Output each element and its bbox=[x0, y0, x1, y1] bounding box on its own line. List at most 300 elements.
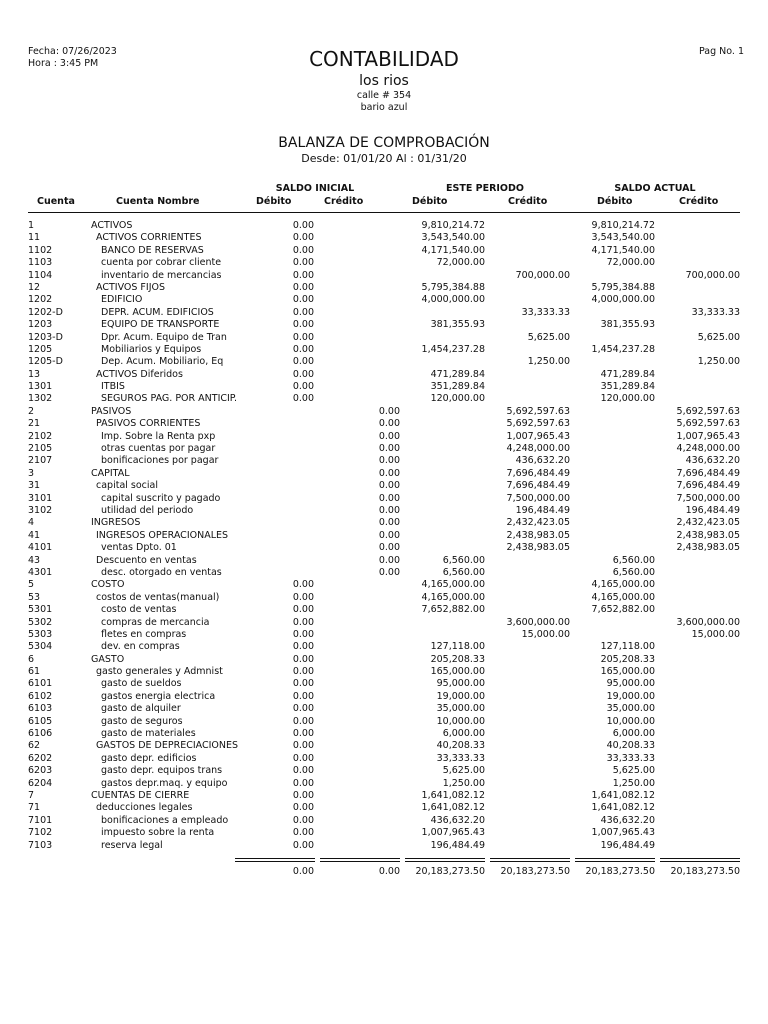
account-name: PASIVOS bbox=[91, 405, 132, 417]
table-row bbox=[0, 245, 768, 257]
saldo-inicial-credito: 0.00 bbox=[378, 529, 400, 541]
account-code: 5301 bbox=[28, 604, 53, 616]
account-code: 5302 bbox=[28, 616, 53, 628]
este-periodo-debito: 40,208.33 bbox=[436, 740, 485, 752]
saldo-actual-debito: 196,484.49 bbox=[600, 839, 655, 851]
total-ep-debito: 20,183,273.50 bbox=[415, 866, 485, 877]
account-code: 6105 bbox=[28, 715, 53, 727]
este-periodo-debito: 6,560.00 bbox=[442, 566, 485, 578]
account-code: 1202 bbox=[28, 294, 53, 306]
account-code: 5303 bbox=[28, 628, 53, 640]
este-periodo-debito: 7,652,882.00 bbox=[421, 604, 485, 616]
account-code: 3102 bbox=[28, 504, 53, 516]
saldo-inicial-debito: 0.00 bbox=[292, 752, 314, 764]
account-name: ventas Dpto. 01 bbox=[101, 542, 177, 554]
saldo-inicial-credito: 0.00 bbox=[378, 504, 400, 516]
company-address-line2: bario azul bbox=[360, 102, 408, 113]
saldo-actual-debito: 7,652,882.00 bbox=[591, 604, 655, 616]
saldo-inicial-credito: 0.00 bbox=[378, 517, 400, 529]
account-name: ACTIVOS bbox=[91, 220, 133, 231]
este-periodo-debito: 6,000.00 bbox=[442, 728, 485, 740]
saldo-inicial-credito: 0.00 bbox=[378, 430, 400, 442]
total-rule-si-d bbox=[235, 858, 315, 862]
saldo-actual-debito: 165,000.00 bbox=[600, 666, 655, 678]
saldo-inicial-credito: 0.00 bbox=[378, 418, 400, 430]
saldo-actual-credito: 15,000.00 bbox=[691, 628, 740, 640]
group-saldo-inicial: SALDO INICIAL bbox=[275, 183, 355, 194]
account-code: 6103 bbox=[28, 703, 53, 715]
saldo-actual-debito: 205,208.33 bbox=[600, 653, 655, 665]
account-name: ACTIVOS CORRIENTES bbox=[96, 232, 202, 244]
saldo-inicial-debito: 0.00 bbox=[292, 331, 314, 343]
este-periodo-debito: 381,355.93 bbox=[430, 319, 485, 331]
table-row bbox=[0, 617, 768, 629]
account-name: COSTO bbox=[91, 579, 125, 591]
saldo-inicial-debito: 0.00 bbox=[292, 244, 314, 256]
saldo-inicial-debito: 0.00 bbox=[292, 653, 314, 665]
account-code: 2107 bbox=[28, 455, 53, 467]
table-row bbox=[0, 666, 768, 678]
table-row bbox=[0, 840, 768, 852]
saldo-actual-credito: 2,438,983.05 bbox=[676, 529, 740, 541]
saldo-actual-debito: 19,000.00 bbox=[606, 690, 655, 702]
account-name: DEPR. ACUM. EDIFICIOS bbox=[101, 306, 214, 318]
account-name: gastos depr.maq. y equipo bbox=[101, 777, 228, 789]
saldo-actual-credito: 7,696,484.49 bbox=[676, 467, 740, 479]
header-sa-credito: Crédito bbox=[679, 196, 719, 207]
table-row bbox=[0, 542, 768, 554]
account-name: gasto de seguros bbox=[101, 715, 183, 727]
account-name: desc. otorgado en ventas bbox=[101, 566, 222, 578]
este-periodo-debito: 165,000.00 bbox=[430, 666, 485, 678]
table-row bbox=[0, 716, 768, 728]
table-row bbox=[0, 418, 768, 430]
saldo-actual-debito: 35,000.00 bbox=[606, 703, 655, 715]
account-code: 5 bbox=[28, 579, 35, 591]
account-name: gastos energia electrica bbox=[101, 690, 216, 702]
group-saldo-actual: SALDO ACTUAL bbox=[614, 183, 696, 194]
saldo-inicial-debito: 0.00 bbox=[292, 678, 314, 690]
saldo-actual-credito: 5,692,597.63 bbox=[676, 418, 740, 430]
header-si-credito: Crédito bbox=[324, 196, 364, 207]
saldo-actual-debito: 6,560.00 bbox=[612, 566, 655, 578]
print-date: Fecha: 07/26/2023 bbox=[28, 46, 117, 57]
company-header bbox=[0, 46, 768, 114]
header-si-debito: Débito bbox=[256, 196, 292, 207]
este-periodo-debito: 3,543,540.00 bbox=[421, 232, 485, 244]
header-cuenta-nombre: Cuenta Nombre bbox=[116, 196, 200, 207]
saldo-inicial-credito: 0.00 bbox=[378, 492, 400, 504]
total-rule-ep-d bbox=[405, 858, 485, 862]
este-periodo-debito: 351,289.84 bbox=[430, 381, 485, 393]
account-name: bonificaciones por pagar bbox=[101, 455, 219, 467]
table-row bbox=[0, 815, 768, 827]
saldo-inicial-credito: 0.00 bbox=[378, 405, 400, 417]
este-periodo-debito: 33,333.33 bbox=[436, 752, 485, 764]
saldo-inicial-debito: 0.00 bbox=[292, 765, 314, 777]
este-periodo-debito: 127,118.00 bbox=[430, 641, 485, 653]
table-row bbox=[0, 827, 768, 839]
este-periodo-debito: 1,250.00 bbox=[442, 777, 485, 789]
saldo-actual-debito: 471,289.84 bbox=[600, 368, 655, 380]
account-name: gasto de materiales bbox=[101, 728, 196, 740]
table-row bbox=[0, 629, 768, 641]
saldo-actual-debito: 10,000.00 bbox=[606, 715, 655, 727]
account-code: 7101 bbox=[28, 814, 53, 826]
saldo-actual-debito: 5,625.00 bbox=[612, 765, 655, 777]
saldo-inicial-debito: 0.00 bbox=[292, 789, 314, 801]
este-periodo-debito: 4,165,000.00 bbox=[421, 579, 485, 591]
saldo-actual-credito: 2,438,983.05 bbox=[676, 542, 740, 554]
total-si-credito: 0.00 bbox=[378, 866, 400, 877]
account-name: costo de ventas bbox=[101, 604, 177, 616]
saldo-inicial-debito: 0.00 bbox=[292, 839, 314, 851]
table-row bbox=[0, 778, 768, 790]
saldo-inicial-debito: 0.00 bbox=[292, 715, 314, 727]
table-row bbox=[0, 431, 768, 443]
account-name: deducciones legales bbox=[96, 802, 193, 814]
account-name: GASTOS DE DEPRECIACIONES bbox=[96, 740, 239, 752]
saldo-inicial-debito: 0.00 bbox=[292, 604, 314, 616]
saldo-actual-credito: 7,500,000.00 bbox=[676, 492, 740, 504]
saldo-inicial-credito: 0.00 bbox=[378, 467, 400, 479]
este-periodo-credito: 5,692,597.63 bbox=[506, 418, 570, 430]
saldo-actual-credito: 700,000.00 bbox=[685, 269, 740, 281]
saldo-inicial-credito: 0.00 bbox=[378, 566, 400, 578]
saldo-actual-debito: 72,000.00 bbox=[606, 257, 655, 269]
este-periodo-credito: 5,692,597.63 bbox=[506, 405, 570, 417]
saldo-inicial-debito: 0.00 bbox=[292, 827, 314, 839]
account-name: ACTIVOS Diferidos bbox=[96, 368, 183, 380]
saldo-inicial-debito: 0.00 bbox=[292, 257, 314, 269]
account-code: 4301 bbox=[28, 566, 53, 578]
este-periodo-debito: 1,641,082.12 bbox=[421, 789, 485, 801]
saldo-actual-credito: 436,632.20 bbox=[685, 455, 740, 467]
account-code: 1203-D bbox=[28, 331, 63, 343]
account-code: 1202-D bbox=[28, 306, 63, 318]
account-code: 6 bbox=[28, 653, 35, 665]
account-code: 1103 bbox=[28, 257, 53, 269]
este-periodo-debito: 1,007,965.43 bbox=[421, 827, 485, 839]
account-code: 4101 bbox=[28, 542, 53, 554]
table-row bbox=[0, 802, 768, 814]
account-name: BANCO DE RESERVAS bbox=[101, 244, 204, 256]
saldo-actual-debito: 4,165,000.00 bbox=[591, 591, 655, 603]
header-rule bbox=[28, 212, 740, 213]
saldo-inicial-debito: 0.00 bbox=[292, 232, 314, 244]
account-code: 71 bbox=[28, 802, 41, 814]
table-row bbox=[0, 579, 768, 591]
saldo-inicial-credito: 0.00 bbox=[378, 443, 400, 455]
saldo-inicial-credito: 0.00 bbox=[378, 542, 400, 554]
table-row bbox=[0, 393, 768, 405]
este-periodo-debito: 72,000.00 bbox=[436, 257, 485, 269]
table-row bbox=[0, 332, 768, 344]
account-name: gasto de sueldos bbox=[101, 678, 182, 690]
account-code: 2 bbox=[28, 405, 35, 417]
table-row bbox=[0, 356, 768, 368]
account-name: Imp. Sobre la Renta pxp bbox=[101, 430, 216, 442]
total-sa-debito: 20,183,273.50 bbox=[585, 866, 655, 877]
table-row bbox=[0, 307, 768, 319]
saldo-inicial-debito: 0.00 bbox=[292, 306, 314, 318]
account-name: impuesto sobre la renta bbox=[101, 827, 215, 839]
saldo-actual-credito: 4,248,000.00 bbox=[676, 443, 740, 455]
account-name: inventario de mercancias bbox=[101, 269, 222, 281]
account-name: costos de ventas(manual) bbox=[96, 591, 220, 603]
table-row bbox=[0, 319, 768, 331]
saldo-inicial-debito: 0.00 bbox=[292, 269, 314, 281]
table-row bbox=[0, 592, 768, 604]
table-row bbox=[0, 604, 768, 616]
account-code: 62 bbox=[28, 740, 41, 752]
este-periodo-debito: 19,000.00 bbox=[436, 690, 485, 702]
account-name: Dep. Acum. Mobiliario, Eq bbox=[101, 356, 224, 368]
saldo-inicial-debito: 0.00 bbox=[292, 579, 314, 591]
account-code: 21 bbox=[28, 418, 41, 430]
saldo-inicial-debito: 0.00 bbox=[292, 368, 314, 380]
account-name: fletes en compras bbox=[101, 628, 187, 640]
account-code: 41 bbox=[28, 529, 41, 541]
este-periodo-debito: 196,484.49 bbox=[430, 839, 485, 851]
saldo-inicial-debito: 0.00 bbox=[292, 802, 314, 814]
este-periodo-debito: 205,208.33 bbox=[430, 653, 485, 665]
saldo-actual-credito: 2,432,423.05 bbox=[676, 517, 740, 529]
table-row bbox=[0, 443, 768, 455]
saldo-inicial-debito: 0.00 bbox=[292, 591, 314, 603]
saldo-inicial-debito: 0.00 bbox=[292, 641, 314, 653]
report-date-range: Desde: 01/01/20 Al : 01/31/20 bbox=[301, 152, 467, 165]
table-row bbox=[0, 753, 768, 765]
account-code: 7102 bbox=[28, 827, 53, 839]
saldo-inicial-debito: 0.00 bbox=[292, 343, 314, 355]
account-code: 1 bbox=[28, 220, 35, 231]
saldo-actual-debito: 6,560.00 bbox=[612, 554, 655, 566]
total-rule-si-c bbox=[320, 858, 400, 862]
este-periodo-credito: 700,000.00 bbox=[515, 269, 570, 281]
account-code: 12 bbox=[28, 281, 41, 293]
saldo-actual-credito: 7,696,484.49 bbox=[676, 480, 740, 492]
este-periodo-credito: 2,438,983.05 bbox=[506, 529, 570, 541]
saldo-inicial-debito: 0.00 bbox=[292, 703, 314, 715]
report-heading bbox=[0, 135, 768, 166]
account-name: dev. en compras bbox=[101, 641, 180, 653]
saldo-actual-credito: 1,007,965.43 bbox=[676, 430, 740, 442]
este-periodo-debito: 4,165,000.00 bbox=[421, 591, 485, 603]
saldo-actual-credito: 3,600,000.00 bbox=[676, 616, 740, 628]
account-name: gasto de alquiler bbox=[101, 703, 181, 715]
print-time: Hora : 3:45 PM bbox=[28, 58, 99, 69]
table-row bbox=[0, 505, 768, 517]
saldo-inicial-credito: 0.00 bbox=[378, 480, 400, 492]
account-name: reserva legal bbox=[101, 839, 163, 851]
account-name: INGRESOS OPERACIONALES bbox=[96, 529, 229, 541]
saldo-actual-debito: 6,000.00 bbox=[612, 728, 655, 740]
account-code: 6203 bbox=[28, 765, 53, 777]
saldo-inicial-debito: 0.00 bbox=[292, 777, 314, 789]
account-code: 6106 bbox=[28, 728, 53, 740]
table-row bbox=[0, 765, 768, 777]
este-periodo-debito: 10,000.00 bbox=[436, 715, 485, 727]
account-code: 1205 bbox=[28, 343, 53, 355]
account-name: compras de mercancia bbox=[101, 616, 210, 628]
account-code: 6202 bbox=[28, 752, 53, 764]
account-name: Mobiliarios y Equipos bbox=[101, 343, 202, 355]
saldo-actual-debito: 1,007,965.43 bbox=[591, 827, 655, 839]
total-rule-sa-d bbox=[575, 858, 655, 862]
table-row bbox=[0, 232, 768, 244]
este-periodo-credito: 7,696,484.49 bbox=[506, 480, 570, 492]
saldo-actual-debito: 1,250.00 bbox=[612, 777, 655, 789]
saldo-inicial-debito: 0.00 bbox=[292, 393, 314, 405]
saldo-actual-debito: 5,795,384.88 bbox=[591, 281, 655, 293]
table-row bbox=[0, 493, 768, 505]
este-periodo-debito: 35,000.00 bbox=[436, 703, 485, 715]
account-code: 31 bbox=[28, 480, 41, 492]
saldo-inicial-debito: 0.00 bbox=[292, 220, 314, 231]
account-code: 6102 bbox=[28, 690, 53, 702]
account-name: otras cuentas por pagar bbox=[101, 443, 216, 455]
account-code: 1102 bbox=[28, 244, 53, 256]
saldo-actual-debito: 436,632.20 bbox=[600, 814, 655, 826]
table-row bbox=[0, 703, 768, 715]
saldo-actual-credito: 5,692,597.63 bbox=[676, 405, 740, 417]
account-name: INGRESOS bbox=[91, 517, 141, 529]
account-code: 2105 bbox=[28, 443, 53, 455]
saldo-actual-debito: 3,543,540.00 bbox=[591, 232, 655, 244]
account-name: bonificaciones a empleado bbox=[101, 814, 229, 826]
account-name: PASIVOS CORRIENTES bbox=[96, 418, 201, 430]
table-row bbox=[0, 517, 768, 529]
company-address-line1: calle # 354 bbox=[356, 90, 412, 101]
table-row bbox=[0, 369, 768, 381]
table-row bbox=[0, 567, 768, 579]
page-number: Pag No. 1 bbox=[698, 46, 744, 57]
table-row bbox=[0, 220, 768, 232]
account-code: 11 bbox=[28, 232, 41, 244]
este-periodo-credito: 7,500,000.00 bbox=[506, 492, 570, 504]
account-code: 61 bbox=[28, 666, 41, 678]
este-periodo-credito: 33,333.33 bbox=[521, 306, 570, 318]
saldo-actual-credito: 1,250.00 bbox=[697, 356, 740, 368]
account-code: 1104 bbox=[28, 269, 53, 281]
account-code: 3101 bbox=[28, 492, 53, 504]
account-name: cuenta por cobrar cliente bbox=[101, 257, 222, 269]
saldo-actual-debito: 120,000.00 bbox=[600, 393, 655, 405]
este-periodo-credito: 4,248,000.00 bbox=[506, 443, 570, 455]
account-name: utilidad del periodo bbox=[101, 504, 194, 516]
account-name: CAPITAL bbox=[91, 467, 130, 479]
table-row bbox=[0, 728, 768, 740]
saldo-inicial-debito: 0.00 bbox=[292, 728, 314, 740]
este-periodo-debito: 1,454,237.28 bbox=[421, 343, 485, 355]
header-ep-debito: Débito bbox=[412, 196, 448, 207]
este-periodo-credito: 3,600,000.00 bbox=[506, 616, 570, 628]
saldo-actual-credito: 5,625.00 bbox=[697, 331, 740, 343]
este-periodo-credito: 1,007,965.43 bbox=[506, 430, 570, 442]
table-row bbox=[0, 480, 768, 492]
total-ep-credito: 20,183,273.50 bbox=[500, 866, 570, 877]
saldo-actual-debito: 1,641,082.12 bbox=[591, 802, 655, 814]
account-code: 1301 bbox=[28, 381, 53, 393]
saldo-inicial-debito: 0.00 bbox=[292, 294, 314, 306]
total-sa-credito: 20,183,273.50 bbox=[670, 866, 740, 877]
saldo-actual-debito: 40,208.33 bbox=[606, 740, 655, 752]
este-periodo-debito: 95,000.00 bbox=[436, 678, 485, 690]
este-periodo-credito: 1,250.00 bbox=[527, 356, 570, 368]
saldo-actual-debito: 9,810,214.72 bbox=[591, 220, 655, 231]
saldo-inicial-debito: 0.00 bbox=[292, 814, 314, 826]
header-sa-debito: Débito bbox=[597, 196, 633, 207]
saldo-actual-debito: 4,171,540.00 bbox=[591, 244, 655, 256]
table-row bbox=[0, 641, 768, 653]
este-periodo-credito: 2,432,423.05 bbox=[506, 517, 570, 529]
saldo-actual-debito: 1,641,082.12 bbox=[591, 789, 655, 801]
table-row bbox=[0, 381, 768, 393]
account-code: 7 bbox=[28, 789, 35, 801]
este-periodo-debito: 4,171,540.00 bbox=[421, 244, 485, 256]
este-periodo-credito: 2,438,983.05 bbox=[506, 542, 570, 554]
este-periodo-credito: 196,484.49 bbox=[515, 504, 570, 516]
este-periodo-credito: 15,000.00 bbox=[521, 628, 570, 640]
account-code: 6101 bbox=[28, 678, 53, 690]
saldo-inicial-debito: 0.00 bbox=[292, 381, 314, 393]
saldo-inicial-debito: 0.00 bbox=[292, 628, 314, 640]
account-name: capital social bbox=[96, 480, 159, 492]
saldo-inicial-debito: 0.00 bbox=[292, 281, 314, 293]
company-name: CONTABILIDAD bbox=[309, 47, 459, 71]
este-periodo-debito: 6,560.00 bbox=[442, 554, 485, 566]
este-periodo-credito: 7,696,484.49 bbox=[506, 467, 570, 479]
account-name: gasto depr. equipos trans bbox=[101, 765, 223, 777]
table-row bbox=[0, 691, 768, 703]
account-code: 7103 bbox=[28, 839, 53, 851]
account-name: ITBIS bbox=[101, 381, 125, 393]
saldo-actual-debito: 33,333.33 bbox=[606, 752, 655, 764]
total-si-debito: 0.00 bbox=[292, 866, 314, 877]
este-periodo-debito: 5,795,384.88 bbox=[421, 281, 485, 293]
table-row bbox=[0, 270, 768, 282]
table-row bbox=[0, 294, 768, 306]
saldo-actual-debito: 127,118.00 bbox=[600, 641, 655, 653]
account-code: 13 bbox=[28, 368, 41, 380]
saldo-actual-debito: 4,165,000.00 bbox=[591, 579, 655, 591]
table-row bbox=[0, 740, 768, 752]
table-row bbox=[0, 555, 768, 567]
saldo-actual-debito: 351,289.84 bbox=[600, 381, 655, 393]
saldo-inicial-debito: 0.00 bbox=[292, 616, 314, 628]
saldo-inicial-credito: 0.00 bbox=[378, 455, 400, 467]
table-row bbox=[0, 344, 768, 356]
table-row bbox=[0, 678, 768, 690]
saldo-inicial-credito: 0.00 bbox=[378, 554, 400, 566]
account-code: 5304 bbox=[28, 641, 53, 653]
header-ep-credito: Crédito bbox=[508, 196, 548, 207]
account-code: 43 bbox=[28, 554, 41, 566]
account-name: CUENTAS DE CIERRE bbox=[91, 789, 190, 801]
saldo-inicial-debito: 0.00 bbox=[292, 666, 314, 678]
saldo-inicial-debito: 0.00 bbox=[292, 690, 314, 702]
account-code: 1302 bbox=[28, 393, 53, 405]
saldo-inicial-debito: 0.00 bbox=[292, 319, 314, 331]
account-name: capital suscrito y pagado bbox=[101, 492, 221, 504]
account-code: 4 bbox=[28, 517, 35, 529]
table-row bbox=[0, 654, 768, 666]
account-code: 3 bbox=[28, 467, 35, 479]
account-code: 6204 bbox=[28, 777, 53, 789]
este-periodo-debito: 436,632.20 bbox=[430, 814, 485, 826]
saldo-inicial-debito: 0.00 bbox=[292, 740, 314, 752]
